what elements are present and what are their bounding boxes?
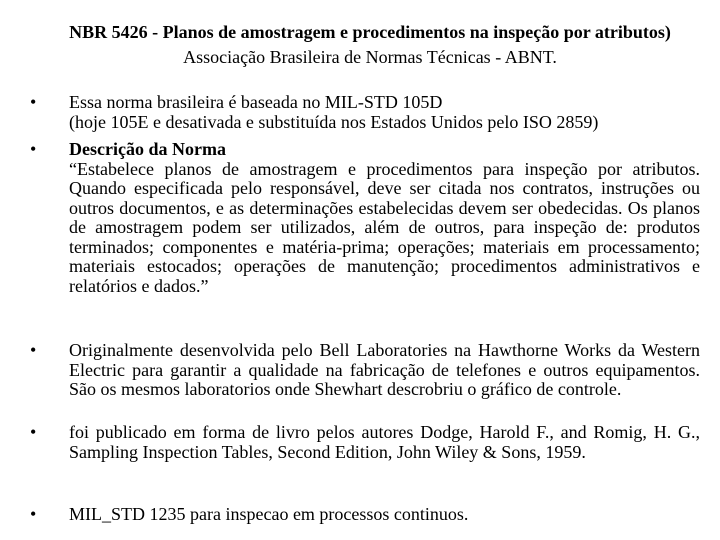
list-item — [30, 140, 700, 296]
bullet-icon: • — [30, 422, 37, 442]
item-text-line2: (hoje 105E e desativada e substituída nos Estados Unidos pelo ISO 2859) — [69, 111, 599, 132]
bullet-icon: • — [30, 340, 37, 360]
item-text: MIL_STD 1235 para inspecao em processos continuos. — [69, 504, 469, 524]
list-item — [30, 505, 700, 525]
bullet-icon: • — [30, 92, 37, 112]
title-bold: NBR 5426 - Planos de amostragem e procedimentos na inspeção por atributos) — [69, 22, 671, 42]
list-item — [30, 93, 700, 132]
item-text: foi publicado em forma de livro pelos autores Dodge, Harold F., and Romig, H. G., Sampling Inspection Tables, Second Edition, John Wiley & Sons, 1959. — [69, 422, 700, 462]
item-quote: “Estabelece planos de amostragem e procedimentos para inspeção por atributos. Quando especificada pelo responsável, deve ser citada nos contratos, instruções ou outros documentos, e as determinações estabelecidas devem ser obedecidas. Os planos de amostragem podem ser utilizados, além de outros, para inspeção de: produtos terminados; componentes e matéria-prima; operações; materiais em processamento; materiais estocados; operações de manutenção; procedimentos administrativos e relatórios e dados.” — [69, 158, 700, 296]
item-text-line1: Essa norma brasileira é baseada no MIL-STD 105D — [69, 92, 443, 112]
list-item — [30, 423, 700, 462]
title-normal: Associação Brasileira de Normas Técnicas - ABNT. — [183, 47, 557, 67]
item-text: Originalmente desenvolvida pelo Bell Laboratories na Hawthorne Works da Western Electric para garantir a qualidade na fabricação de telefones e outros equipamentos. São os mesmos laboratorios onde Shewhart descrobriu o gráfico de controle. — [69, 340, 700, 399]
heading-text: Descrição da Norma — [69, 139, 226, 159]
bullet-icon: • — [30, 504, 37, 524]
bullet-icon: • — [30, 139, 37, 159]
item-heading — [69, 140, 700, 160]
list-item — [30, 341, 700, 400]
